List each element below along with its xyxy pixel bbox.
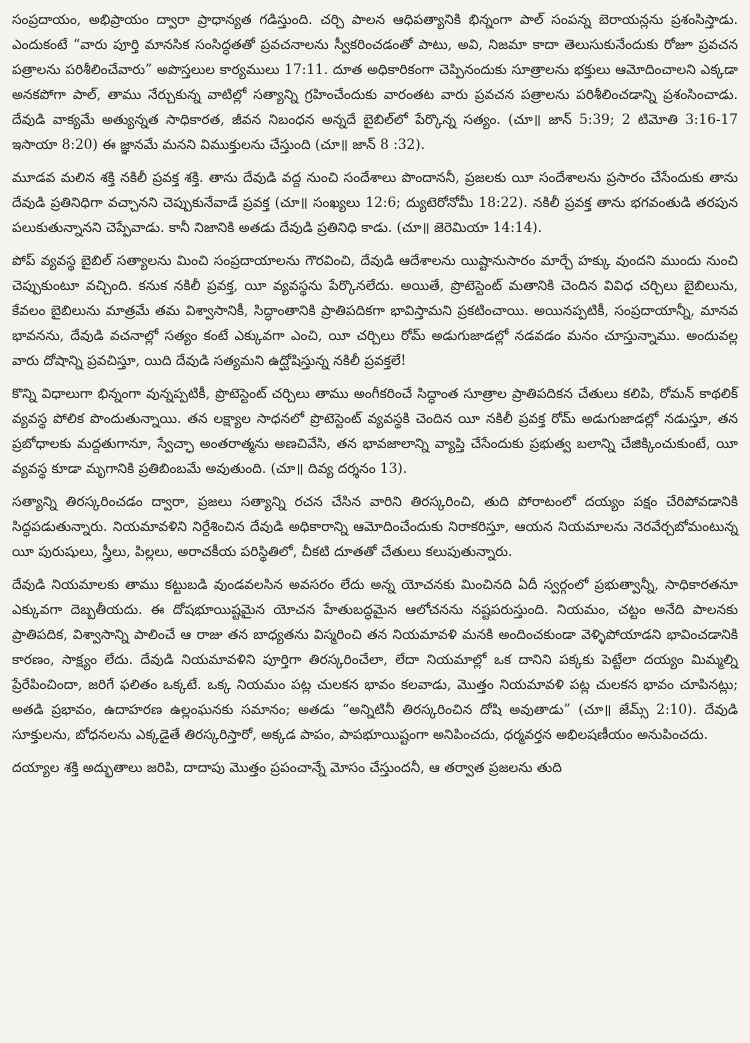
paragraph-rejecting-truth: సత్యాన్ని తిరస్కరించడం ద్వారా, ప్రజలు సత్యాన్ని రచన చేసిన వారిని తిరస్కరించి, తుది పోరాటంలో దయ్యం పక్షం చేరిపోవడానికి సిద్ధపడుతున్నారు. నియమావళిని నిర్దేశించిన దేవుడి అధికారాన్ని ఆమోదించేందుకు నిరాకరిస్తూ, ఆయన నియమాలను నెరవేర్చబోమంటున్న యీ పురుషులు, స్త్రీలు, పిల్లలు, అరాచకీయ పరిస్థితిలో, చీకటి దూతతో చేతులు కలుపుతున్నారు. [12, 494, 738, 560]
paragraph-tradition: సంప్రదాయం, అభిప్రాయం ద్వారా ప్రాధాన్యత గడిస్తుంది. చర్చి పాలన ఆధిపత్యానికి భిన్నంగా పాల్ సంపన్న బెరాయన్లను ప్రశంసిస్తాడు. ఎందుకంటే “వారు పూర్తి మానసిక సంసిద్ధతతో ప్రవచనాలను స్వీకరించడంతో పాటు, అవి, నిజమా కాదా తెలుసుకునేందుకు రోజూ ప్రవచన పత్రాలను పరిశీలించేవారు” అపొస్తలుల కార్యములు 17:11. దూత అధికారికంగా చెప్పినందుకు సూత్రాలను భక్తులు ఆమోదించాలని ఎక్కడా అనకపోగా పాల్, తాము నేర్చుకున్న వాటిల్లో సత్యాన్ని గ్రహించేందుకు వారంతట వారు ప్రవచన పత్రాలను పరిశీలించడాన్ని ప్రశంసించాడు. దేవుడి వాక్యమే అత్యున్నత సాధికారత, జీవన నిబంధన అన్నదే బైబిల్‌లో పేర్కొన్న సత్యం. (చూ॥ జాన్ 5:39; 2 టిమోతి 3:16-17 ఇసాయా 8:20) ఈ జ్ఞానమే మనని విముక్తులను చేస్తుంది (చూ॥ జాన్ 8 :32). [12, 12, 738, 153]
paragraph-protestant-churches: కొన్ని విధాలుగా భిన్నంగా వున్నప్పటికీ, ప్రొటెస్టెంట్ చర్చిలు తాము అంగీకరించే సిద్ధాంత సూత్రాల ప్రాతిపదికన చేతులు కలిపి, రోమన్ కాథలిక్ వ్యవస్థ పోలిక పొందుతున్నాయి. తన లక్ష్యాల సాధనలో ప్రొటెస్టెంట్ వ్యవస్థకి చెందిన యీ నకిలీ ప్రవక్త రోమ్ అడుగుజాడల్లో నడుస్తూ, తన ప్రబోధాలకు మద్దతుగానూ, స్వేచ్ఛా అంతరాత్మను అణచివేసి, తన భావజాలాన్ని వ్యాప్తి చేసేందుకు ప్రభుత్వ బలాన్ని చేజిక్కించుకుంటే, యీ వ్యవస్థ కూడా మృగానికి ప్రతిబింబమే అవుతుంది. (చూ॥ దివ్య దర్శనం 13). [12, 386, 738, 477]
paragraph-false-prophet-power: మూడవ మలిన శక్తి నకిలీ ప్రవక్త శక్తి. తాను దేవుడి వద్ద నుంచి సందేశాలు పొందాననీ, ప్రజలకు యీ సందేశాలను ప్రసారం చేసేందుకు తాను దేవుడి ప్రతినిధిగా వచ్చానని చెప్పుకునేవాడే ప్రవక్త (చూ॥ సంఖ్యలు 12:6; ద్యుటెరోనోమీ 18:22). నకిలీ ప్రవక్త తాను భగవంతుడి తరపున పలుకుతున్నానని చెప్పేవాడు. కానీ నిజానికి అతడు దేవుడి ప్రతినిధి కాడు. (చూ॥ జెరెమియా 14:14). [12, 170, 738, 236]
paragraph-papal-system: పోప్ వ్యవస్థ బైబిల్ సత్యాలను మించి సంప్రదాయాలను గౌరవించి, దేవుడి ఆదేశాలను యిష్టానుసారం మార్చే హక్కు వుందని ముందు నుంచి చెప్పుకుంటూ వచ్చింది. కనుక నకిలీ ప్రవక్త, యీ వ్యవస్థను పేర్కొనలేదు. అయితే, ప్రొటెస్టెంట్ మతానికి చెందిన వివిధ చర్చిలు బైబిలును, కేవలం బైబిలును మాత్రమే తమ విశ్వాసానికీ, సిద్ధాంతానికి ప్రాతిపదికగా భావిస్తామని ప్రకటించాయి. అయినప్పటికీ, సంప్రదాయాన్నీ, మానవ భావనను, దేవుడి వచనాల్లో సత్యం కంటే ఎక్కువగా ఎంచి, యీ చర్చిలు రోమ్ అడుగుజాడల్లో నడవడం మనం చూస్తున్నాము. అందువల్ల వారు దోషాన్ని ప్రవచిస్తూ, యిది దేవుడి సత్యమని ఉద్ఘోషిస్తున్న నకిలీ ప్రవక్తలే! [12, 253, 738, 369]
paragraph-demonic-miracles: దయ్యాల శక్తి అద్భుతాలు జరిపి, దాదాపు మొత్తం ప్రపంచాన్నే మోసం చేస్తుందనీ, ఆ తర్వాత ప్రజలను తుది [12, 760, 562, 776]
paragraph-gods-law: దేవుడి నియమాలకు తాము కట్టుబడి వుండవలసిన అవసరం లేదు అన్న యోచనకు మించినది ఏదీ స్వర్గంలో ప్రభుత్వాన్నీ, సాధికారతనూ ఎక్కువగా దెబ్బతీయదు. ఈ దోషభూయిష్టమైన యోచన హేతుబద్ధమైన ఆలోచనను నష్టపరుస్తుంది. నియమం, చట్టం అనేది పాలనకు ప్రాతిపదిక, విశ్వాసాన్ని పాలించే ఆ రాజు తన బాధ్యతను విస్మరించి తన నియమావళి మనకి అందించకుండా వెళ్ళిపోయాడని భావించడానికి కారణం, సాక్ష్యం లేదు. దేవుడి నియమావళిని పూర్తిగా తిరస్కరించేలా, లేదా నియమాల్లో ఒక దానిని పక్కకు పెట్టేలా దయ్యం మిమ్మల్ని ప్రేరేపించిందా, జరిగే ఫలితం ఒక్కటే. ఒక్క నియమం పట్ల చులకన భావం కలవాడు, మొత్తం నియమావళి పట్ల చులకన భావం చూపినట్లు; అతడి ప్రభావం, ఉదాహరణ ఉల్లంఘనకు సమానం; అతడు “అన్నిటినీ తిరస్కరించిన దోషి అవుతాడు” (చూ॥ జేమ్స్ 2:10). దేవుడి సూక్తులను, బోధనలను ఎక్కడైతే తిరస్కరిస్తారో, అక్కడ పాపం, పాపభూయిష్టంగా అనిపించదు, ధర్మవర్తన అభిలషణీయం అనుపించదు. [12, 577, 738, 743]
